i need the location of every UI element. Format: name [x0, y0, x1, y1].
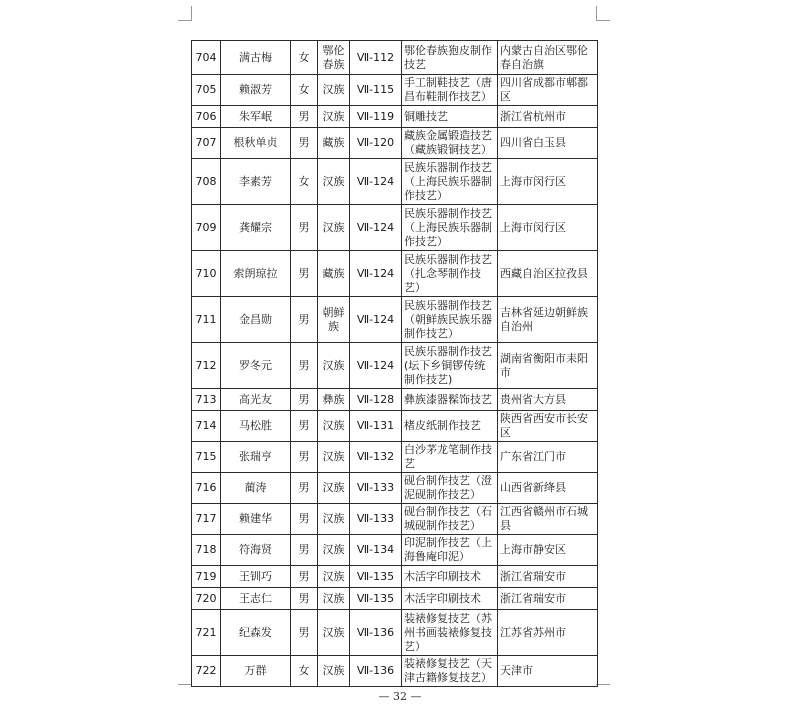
ethnicity-cell: 汉族 [318, 205, 350, 251]
row-number-cell: 711 [192, 297, 221, 343]
ethnicity-cell: 彝族 [318, 389, 350, 411]
row-number-cell: 706 [192, 106, 221, 128]
project-name-cell: 民族乐器制作技艺（扎念琴制作技艺） [402, 251, 498, 297]
inheritor-name-cell: 赖淑芳 [221, 75, 291, 106]
table-row [192, 205, 598, 251]
inheritor-name-cell: 根秋单贞 [221, 128, 291, 159]
inheritor-name-cell: 赖建华 [221, 504, 291, 535]
inheritor-name-cell: 蔺涛 [221, 473, 291, 504]
table-row [192, 251, 598, 297]
row-number-cell: 717 [192, 504, 221, 535]
declaring-region-cell: 四川省成都市郫都区 [498, 75, 598, 106]
declaring-region-cell: 江西省赣州市石城县 [498, 504, 598, 535]
row-number-cell: 714 [192, 411, 221, 442]
row-number-cell: 718 [192, 535, 221, 566]
declaring-region-cell: 湖南省衡阳市耒阳市 [498, 343, 598, 389]
project-code-cell: Ⅶ-128 [350, 389, 402, 411]
project-code-cell: Ⅶ-115 [350, 75, 402, 106]
inheritor-name-cell: 纪森发 [221, 610, 291, 656]
declaring-region-cell: 天津市 [498, 656, 598, 687]
ethnicity-cell: 汉族 [318, 343, 350, 389]
project-name-cell: 民族乐器制作技艺（上海民族乐器制作技艺） [402, 159, 498, 205]
row-number-cell: 713 [192, 389, 221, 411]
ethnicity-cell: 汉族 [318, 75, 350, 106]
declaring-region-cell: 吉林省延边朝鲜族自治州 [498, 297, 598, 343]
row-number-cell: 712 [192, 343, 221, 389]
ethnicity-cell: 汉族 [318, 656, 350, 687]
gender-cell: 男 [291, 205, 318, 251]
row-number-cell: 722 [192, 656, 221, 687]
gender-cell: 男 [291, 389, 318, 411]
gender-cell: 男 [291, 442, 318, 473]
project-name-cell: 木活字印刷技术 [402, 566, 498, 588]
declaring-region-cell: 西藏自治区拉孜县 [498, 251, 598, 297]
ethnicity-cell: 汉族 [318, 535, 350, 566]
project-name-cell: 印泥制作技艺（上海鲁庵印泥） [402, 535, 498, 566]
inheritor-name-cell: 朱军岷 [221, 106, 291, 128]
table-row [192, 473, 598, 504]
declaring-region-cell: 上海市静安区 [498, 535, 598, 566]
table-row [192, 610, 598, 656]
gender-cell: 女 [291, 75, 318, 106]
table-row [192, 535, 598, 566]
ethnicity-cell: 汉族 [318, 442, 350, 473]
row-number-cell: 710 [192, 251, 221, 297]
project-code-cell: Ⅶ-124 [350, 297, 402, 343]
project-code-cell: Ⅶ-136 [350, 610, 402, 656]
inheritor-name-cell: 金昌勋 [221, 297, 291, 343]
declaring-region-cell: 内蒙古自治区鄂伦春自治旗 [498, 41, 598, 75]
row-number-cell: 708 [192, 159, 221, 205]
ethnicity-cell: 藏族 [318, 128, 350, 159]
project-code-cell: Ⅶ-124 [350, 159, 402, 205]
gender-cell: 男 [291, 535, 318, 566]
inheritor-name-cell: 马松胜 [221, 411, 291, 442]
declaring-region-cell: 江苏省苏州市 [498, 610, 598, 656]
project-name-cell: 装裱修复技艺（天津古籍修复技艺） [402, 656, 498, 687]
project-name-cell: 装裱修复技艺（苏州书画装裱修复技艺） [402, 610, 498, 656]
project-code-cell: Ⅶ-120 [350, 128, 402, 159]
crop-mark-top-left-h [178, 20, 192, 21]
inheritor-name-cell: 王志仁 [221, 588, 291, 610]
row-number-cell: 704 [192, 41, 221, 75]
table-row [192, 566, 598, 588]
project-code-cell: Ⅶ-112 [350, 41, 402, 75]
inheritor-name-cell: 罗冬元 [221, 343, 291, 389]
inheritor-name-cell: 满古梅 [221, 41, 291, 75]
declaring-region-cell: 浙江省瑞安市 [498, 566, 598, 588]
project-code-cell: Ⅶ-132 [350, 442, 402, 473]
inheritor-name-cell: 万群 [221, 656, 291, 687]
project-code-cell: Ⅶ-131 [350, 411, 402, 442]
crop-mark-top-right-v [596, 6, 597, 20]
inheritor-name-cell: 张瑞亨 [221, 442, 291, 473]
project-code-cell: Ⅶ-133 [350, 473, 402, 504]
gender-cell: 男 [291, 588, 318, 610]
table-row [192, 106, 598, 128]
inheritor-name-cell: 龚耀宗 [221, 205, 291, 251]
ethnicity-cell: 汉族 [318, 588, 350, 610]
ethnicity-cell: 朝鲜族 [318, 297, 350, 343]
table-row [192, 588, 598, 610]
table-body [192, 41, 598, 687]
gender-cell: 男 [291, 566, 318, 588]
project-name-cell: 手工制鞋技艺（唐昌布鞋制作技艺） [402, 75, 498, 106]
declaring-region-cell: 贵州省大方县 [498, 389, 598, 411]
ethnicity-cell: 汉族 [318, 504, 350, 535]
inheritor-name-cell: 符海贤 [221, 535, 291, 566]
table-row [192, 297, 598, 343]
row-number-cell: 709 [192, 205, 221, 251]
table-row [192, 411, 598, 442]
project-name-cell: 木活字印刷技术 [402, 588, 498, 610]
project-code-cell: Ⅶ-119 [350, 106, 402, 128]
ethnicity-cell: 汉族 [318, 566, 350, 588]
table-row [192, 343, 598, 389]
project-code-cell: Ⅶ-124 [350, 343, 402, 389]
inheritor-table [191, 40, 598, 687]
gender-cell: 男 [291, 504, 318, 535]
ethnicity-cell: 汉族 [318, 411, 350, 442]
project-name-cell: 民族乐器制作技艺（朝鲜族民族乐器制作技艺） [402, 297, 498, 343]
gender-cell: 男 [291, 610, 318, 656]
project-code-cell: Ⅶ-136 [350, 656, 402, 687]
declaring-region-cell: 上海市闵行区 [498, 205, 598, 251]
inheritor-name-cell: 李素芳 [221, 159, 291, 205]
gender-cell: 男 [291, 106, 318, 128]
gender-cell: 男 [291, 411, 318, 442]
table-row [192, 504, 598, 535]
declaring-region-cell: 陕西省西安市长安区 [498, 411, 598, 442]
gender-cell: 男 [291, 128, 318, 159]
ethnicity-cell: 汉族 [318, 610, 350, 656]
crop-mark-top-left-v [191, 6, 192, 20]
table-row [192, 389, 598, 411]
page-number: — 32 — [378, 690, 422, 703]
project-name-cell: 楮皮纸制作技艺 [402, 411, 498, 442]
project-code-cell: Ⅶ-133 [350, 504, 402, 535]
row-number-cell: 705 [192, 75, 221, 106]
project-code-cell: Ⅶ-135 [350, 566, 402, 588]
table-row [192, 442, 598, 473]
row-number-cell: 721 [192, 610, 221, 656]
ethnicity-cell: 藏族 [318, 251, 350, 297]
gender-cell: 男 [291, 473, 318, 504]
project-name-cell: 民族乐器制作技艺（上海民族乐器制作技艺） [402, 205, 498, 251]
table-row [192, 656, 598, 687]
project-code-cell: Ⅶ-124 [350, 251, 402, 297]
row-number-cell: 720 [192, 588, 221, 610]
inheritor-name-cell: 高光友 [221, 389, 291, 411]
project-code-cell: Ⅶ-124 [350, 205, 402, 251]
ethnicity-cell: 汉族 [318, 159, 350, 205]
project-name-cell: 砚台制作技艺（澄泥砚制作技艺） [402, 473, 498, 504]
project-name-cell: 白沙茅龙笔制作技艺 [402, 442, 498, 473]
project-name-cell: 鄂伦春族狍皮制作技艺 [402, 41, 498, 75]
row-number-cell: 715 [192, 442, 221, 473]
project-code-cell: Ⅶ-134 [350, 535, 402, 566]
row-number-cell: 707 [192, 128, 221, 159]
project-code-cell: Ⅶ-135 [350, 588, 402, 610]
project-name-cell: 砚台制作技艺（石城砚制作技艺） [402, 504, 498, 535]
declaring-region-cell: 浙江省瑞安市 [498, 588, 598, 610]
table-row [192, 75, 598, 106]
declaring-region-cell: 广东省江门市 [498, 442, 598, 473]
project-name-cell: 铜雕技艺 [402, 106, 498, 128]
gender-cell: 男 [291, 343, 318, 389]
inheritor-name-cell: 王钏巧 [221, 566, 291, 588]
crop-mark-bottom-left-h [178, 684, 192, 685]
row-number-cell: 719 [192, 566, 221, 588]
gender-cell: 女 [291, 159, 318, 205]
declaring-region-cell: 山西省新绛县 [498, 473, 598, 504]
crop-mark-top-right-h [596, 20, 610, 21]
declaring-region-cell: 上海市闵行区 [498, 159, 598, 205]
table-row [192, 159, 598, 205]
ethnicity-cell: 汉族 [318, 473, 350, 504]
project-name-cell: 藏族金属锻造技艺（藏族锻铜技艺） [402, 128, 498, 159]
ethnicity-cell: 汉族 [318, 106, 350, 128]
table-row [192, 128, 598, 159]
gender-cell: 女 [291, 656, 318, 687]
declaring-region-cell: 浙江省杭州市 [498, 106, 598, 128]
ethnicity-cell: 鄂伦春族 [318, 41, 350, 75]
inheritor-name-cell: 索朗琼拉 [221, 251, 291, 297]
gender-cell: 男 [291, 251, 318, 297]
crop-mark-bottom-right-h [596, 684, 610, 685]
project-name-cell: 彝族漆器髹饰技艺 [402, 389, 498, 411]
gender-cell: 女 [291, 41, 318, 75]
declaring-region-cell: 四川省白玉县 [498, 128, 598, 159]
row-number-cell: 716 [192, 473, 221, 504]
gender-cell: 男 [291, 297, 318, 343]
project-name-cell: 民族乐器制作技艺(坛下乡铜锣传统制作技艺) [402, 343, 498, 389]
table-row [192, 41, 598, 75]
